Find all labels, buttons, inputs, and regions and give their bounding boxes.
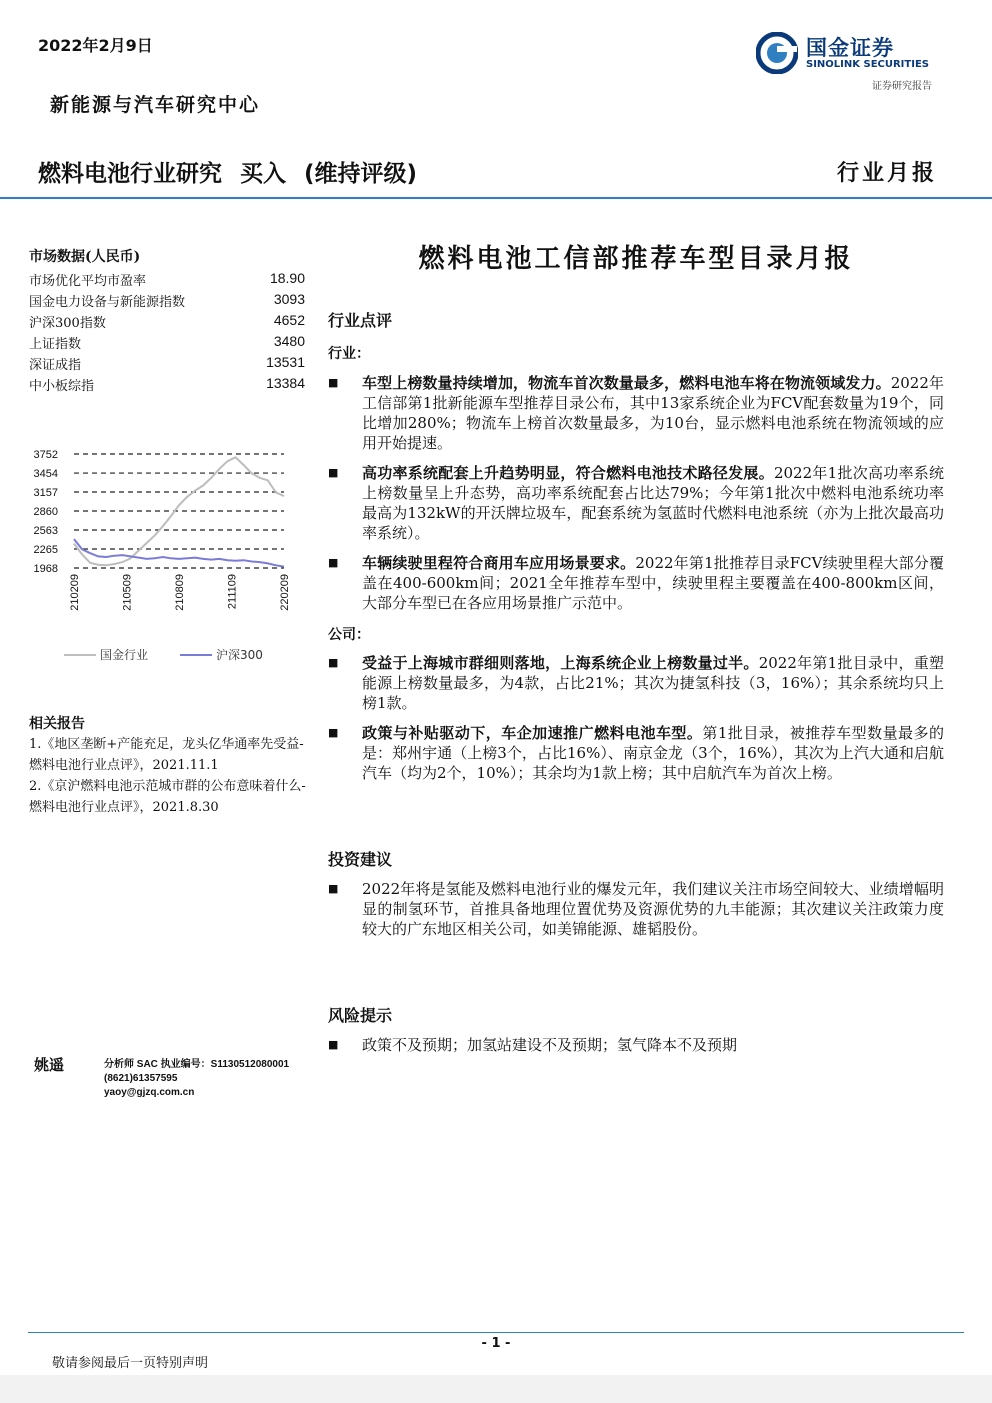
legend-label: 国金行业	[100, 648, 149, 662]
y-tick-label: 3454	[33, 468, 58, 481]
bullet-item	[328, 463, 944, 543]
bottom-bar	[0, 1375, 992, 1403]
x-tick-label: 210809	[174, 574, 186, 611]
report-type: 燃料电池行业研究	[38, 161, 222, 187]
bullet-lead: 政策与补贴驱动下，车企加速推广燃料电池车型。	[362, 724, 703, 742]
bullet-square-icon: ■	[328, 1038, 339, 1051]
header-divider	[0, 197, 992, 199]
y-tick-label: 2860	[33, 506, 58, 518]
report-category: 行业月报	[836, 160, 937, 186]
report-date: 2022年2月9日	[38, 36, 153, 55]
market-row	[29, 375, 305, 394]
logo-chinese-name: 国金证券	[806, 36, 894, 60]
market-label: 深证成指	[29, 358, 82, 373]
index-line-chart	[22, 440, 312, 675]
report-title: 燃料电池工信部推荐车型目录月报	[418, 244, 854, 274]
x-tick-label: 220209	[279, 574, 291, 611]
page-number: - 1 -	[481, 1336, 511, 1351]
market-value: 18.90	[269, 270, 305, 286]
disclaimer-note: 敬请参阅最后一页特别声明	[52, 1356, 209, 1371]
y-tick-label: 1968	[33, 563, 58, 575]
bullet-lead: 车型上榜数量持续增加，物流车首次数量最多，燃料电池车将在物流领域发力。	[362, 374, 891, 392]
market-row	[29, 354, 305, 373]
market-row	[29, 270, 305, 289]
logo-subtitle: 证券研究报告	[872, 81, 932, 92]
y-tick-label: 2563	[33, 524, 58, 537]
logo-mark-icon	[756, 32, 798, 74]
bullet-square-icon: ■	[328, 656, 339, 669]
market-row	[29, 333, 305, 352]
bullet-text: 2022年将是氢能及燃料电池行业的爆发元年，我们建议关注市场空间较大、业绩增幅明显的制氢环节，首推具备地理位置优势及资源优势的九丰能源；其次建议关注政策力度较大的广东地区相关公司，如美锦能源、雄韬股份。	[362, 880, 944, 938]
market-label: 中小板综指	[29, 379, 95, 394]
market-value: 13384	[266, 375, 305, 391]
x-tick-label: 211109	[226, 574, 239, 610]
bullet-text: 政策不及预期；加氢站建设不及预期；氢气降本不及预期	[362, 1036, 738, 1054]
research-center-name: 新能源与汽车研究中心	[50, 94, 261, 116]
market-value: 3093	[273, 291, 305, 307]
y-tick-label: 2265	[33, 544, 58, 557]
bullet-lead: 车辆续驶里程符合商用车应用场景要求。	[362, 554, 636, 572]
logo-english-name: SINOLINK SECURITIES	[806, 59, 929, 70]
bullet-text: 2022年第1批推荐目录FCV续驶里程大部分覆盖在400-600km间；2021全年推荐车型中，续驶里程主要覆盖在400-800km区间，大部分车型已在各应用场景推广示范中。	[362, 554, 944, 612]
bullet-item	[328, 723, 944, 783]
analyst-name: 姚遥	[34, 1056, 65, 1074]
series-line	[74, 539, 284, 567]
rating: 买入	[240, 161, 286, 187]
market-data-title: 市场数据(人民币)	[29, 249, 141, 265]
subheading-industry: 行业：	[328, 346, 370, 362]
market-value: 4652	[273, 312, 305, 328]
bullet-item	[328, 879, 944, 939]
y-tick-label: 3157	[33, 487, 58, 500]
bullet-square-icon: ■	[328, 376, 339, 389]
report-header	[38, 155, 435, 188]
bullet-text: 2022年第1批目录中，重塑能源上榜数量最多，为4款，占比21%；其次为捷氢科技（3，16%）；其余系统均只上榜1款。	[362, 654, 944, 712]
x-tick-label: 210509	[121, 574, 134, 611]
analyst-phone: (8621)61357595	[104, 1073, 178, 1084]
market-label: 沪深300指数	[29, 316, 106, 331]
bullet-item	[328, 373, 944, 453]
market-label: 国金电力设备与新能源指数	[29, 295, 186, 310]
analyst-email[interactable]: yaoy@gjzq.com.cn	[104, 1087, 195, 1098]
market-label: 上证指数	[29, 337, 82, 352]
legend-label: 沪深300	[216, 648, 263, 662]
bullet-text: 2022年1批次高功率系统上榜数量呈上升态势，高功率系统配套占比达79%；今年第1批次中燃料电池系统功率最高为132kW的开沃牌垃圾车，配套系统为氢蓝时代燃料电池系统（亦为上批次最高功率系统）。	[362, 464, 944, 542]
bullet-square-icon: ■	[328, 466, 339, 479]
analyst-contact	[104, 1058, 289, 1100]
y-tick-label: 3752	[33, 449, 58, 461]
bullet-square-icon: ■	[328, 726, 339, 739]
bullet-text: 第1批目录，被推荐车型数量最多的是：郑州宇通（上榜3个，占比16%）、南京金龙（3个，16%），其次为上汽大通和启航汽车（均为2个，10%）；其余均为1款上榜；其中启航汽车为首次上榜。	[362, 724, 944, 782]
bullet-item	[328, 653, 944, 713]
bullet-lead: 受益于上海城市群细则落地，上海系统企业上榜数量过半。	[362, 654, 759, 672]
rating-note: (维持评级)	[304, 161, 418, 187]
related-reports-title: 相关报告	[29, 716, 85, 732]
analyst-sac-id: 分析师 SAC 执业编号：S1130512080001	[104, 1059, 290, 1070]
x-tick-label: 210209	[69, 574, 81, 611]
section-heading-review: 行业点评	[328, 311, 393, 330]
bullet-text: 2022年工信部第1批新能源车型推荐目录公布，其中13家系统企业为FCV配套数量为19个，同比增加280%；物流车上榜首次数量最多，为10台，显示燃料电池系统在物流领域的应用开始提速。	[362, 374, 944, 452]
market-row	[29, 312, 305, 331]
subheading-company: 公司：	[328, 627, 370, 643]
bullet-item	[328, 553, 944, 613]
market-value: 3480	[273, 333, 305, 349]
bullet-square-icon: ■	[328, 556, 339, 569]
market-label: 市场优化平均市盈率	[29, 274, 147, 289]
bullet-square-icon: ■	[328, 882, 339, 895]
bullet-item	[328, 1035, 944, 1055]
section-heading-investment: 投资建议	[328, 850, 393, 869]
footer-divider	[28, 1332, 964, 1333]
market-row	[29, 291, 305, 310]
section-heading-risk: 风险提示	[328, 1006, 393, 1025]
company-logo	[756, 32, 946, 92]
bullet-lead: 高功率系统配套上升趋势明显，符合燃料电池技术路径发展。	[362, 464, 774, 482]
market-value: 13531	[266, 354, 305, 370]
related-report-item[interactable]: 1.《地区垄断+产能充足，龙头亿华通率先受益-燃料电池行业点评》，2021.11.1	[29, 737, 304, 773]
related-report-item[interactable]: 2.《京沪燃料电池示范城市群的公布意味着什么-燃料电池行业点评》，2021.8.30	[29, 779, 306, 815]
